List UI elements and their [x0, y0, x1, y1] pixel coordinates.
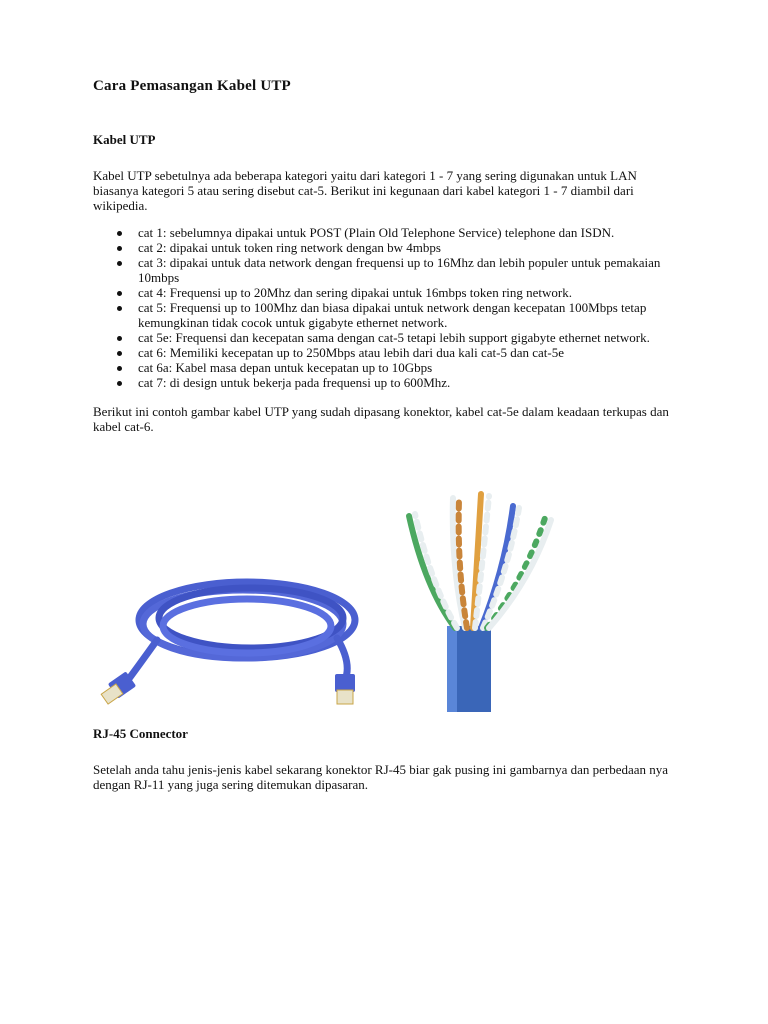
- list-item: cat 7: di design untuk bekerja pada frequensi up to 600Mhz.: [138, 375, 683, 390]
- outro-paragraph: Berikut ini contoh gambar kabel UTP yang sudah dipasang konektor, kabel cat-5e dalam keadaan terkupas dan kabel cat-6.: [93, 404, 669, 434]
- category-list: [93, 225, 683, 390]
- section-heading-rj45: RJ-45 Connector: [93, 726, 188, 741]
- intro-paragraph: Kabel UTP sebetulnya ada beberapa kategori yaitu dari kategori 1 - 7 yang sering digunakan untuk LAN biasanya kategori 5 atau sering disebut cat-5. Berikut ini kegunaan dari kabel kategori 1 - 7 diambil dari wikipedia.: [93, 168, 637, 213]
- section-heading-kabel-utp: Kabel UTP: [93, 132, 156, 147]
- list-item: cat 5e: Frequensi dan kecepatan sama dengan cat-5 tetapi lebih support gigabyte ethernet network.: [138, 330, 683, 345]
- list-item: cat 2: dipakai untuk token ring network dengan bw 4mbps: [138, 240, 683, 255]
- list-item: cat 5: Frequensi up to 100Mhz dan biasa dipakai untuk network dengan kecepatan 100Mbps tetap kemungkinan tidak cocok untuk gigabyte ethernet network.: [138, 300, 683, 330]
- list-item: cat 1: sebelumnya dipakai untuk POST (Plain Old Telephone Service) telephone dan ISDN.: [138, 225, 683, 240]
- stripped-cable-image: [385, 488, 565, 712]
- page-title: Cara Pemasangan Kabel UTP: [93, 78, 291, 94]
- right-connector: [335, 674, 355, 704]
- cable-photos: [93, 488, 683, 712]
- rj45-paragraph: Setelah anda tahu jenis-jenis kabel sekarang konektor RJ-45 biar gak pusing ini gambarnya dan perbedaan nya dengan RJ-11 yang juga sering ditemukan dipasaran.: [93, 762, 669, 792]
- coiled-cable-image: [97, 568, 367, 728]
- rj45-section: [93, 726, 683, 792]
- list-item: cat 3: dipakai untuk data network dengan frequensi up to 16Mhz dan lebih populer untuk pemakaian 10mbps: [138, 255, 683, 285]
- list-item: cat 4: Frequensi up to 20Mhz dan sering dipakai untuk 16mbps token ring network.: [138, 285, 683, 300]
- document-page: [93, 78, 683, 792]
- list-item: cat 6a: Kabel masa depan untuk kecepatan up to 10Gbps: [138, 360, 683, 375]
- list-item: cat 6: Memiliki kecepatan up to 250Mbps atau lebih dari dua kali cat-5 dan cat-5e: [138, 345, 683, 360]
